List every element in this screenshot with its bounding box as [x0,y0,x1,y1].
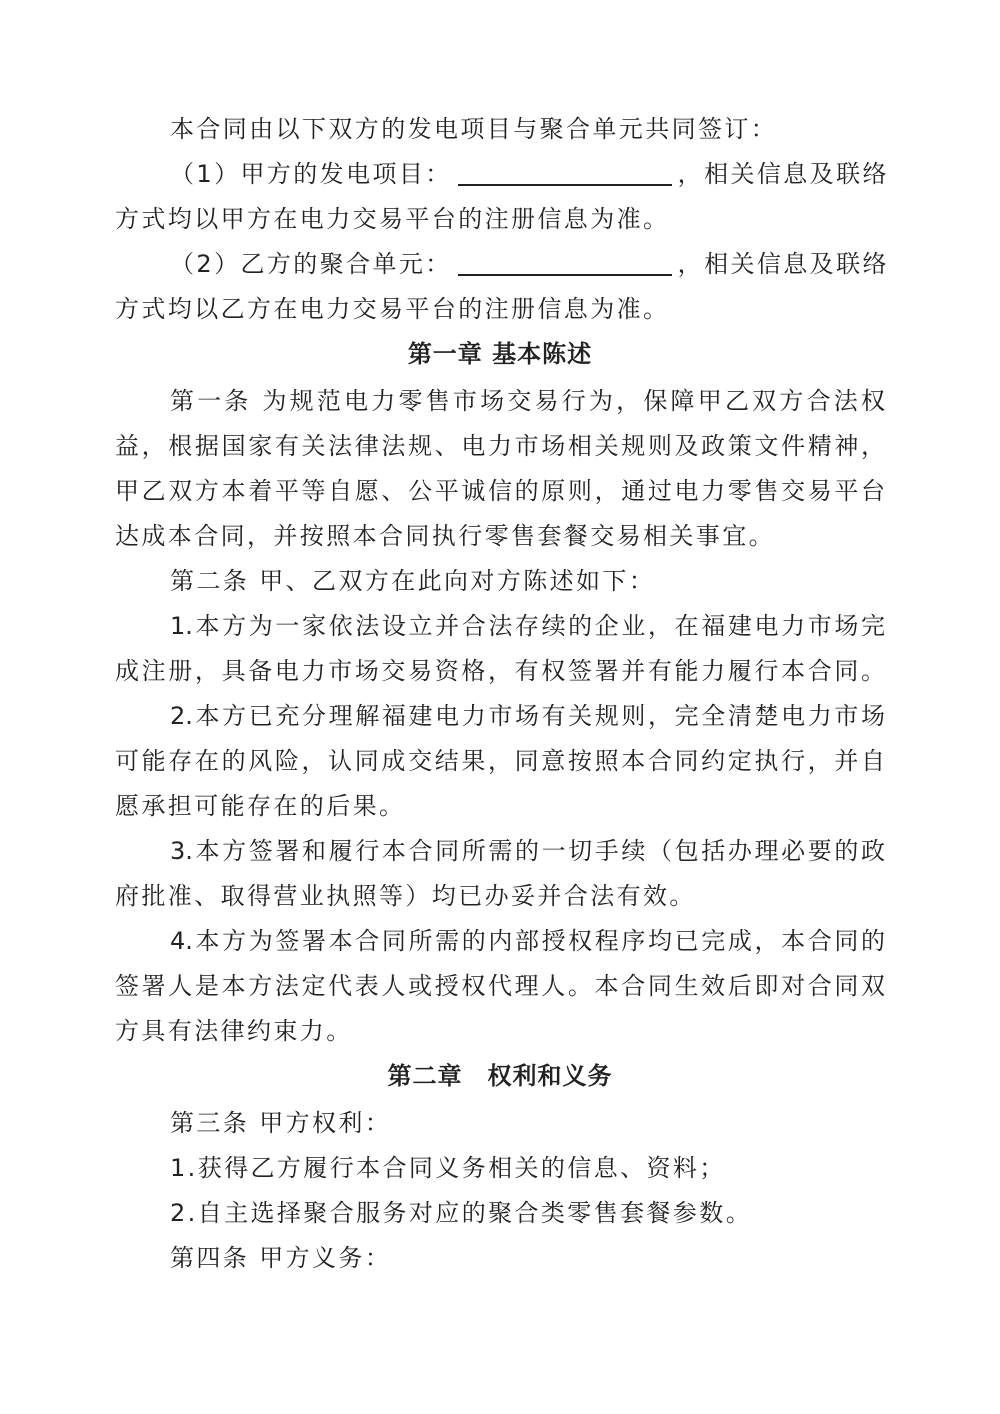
party-a-line2: 方式均以甲方在电力交易平台的注册信息为准。 [115,205,670,233]
contract-page [115,107,889,1281]
party-b-line [115,242,889,287]
intro-text: 本合同由以下双方的发电项目与聚合单元共同签订： [170,115,778,143]
article-4-heading: 第四条 甲方义务： [170,1244,392,1272]
chapter-1-title: 第一章 基本陈述 [407,340,593,368]
chapter-2-title: 第二章 权利和义务 [387,1062,613,1090]
item-4-line: 4.本方为签署本合同所需的内部授权程序均已完成，本合同的 [170,927,885,955]
item-3-line: 府批准、取得营业执照等）均已办妥并合法有效。 [115,882,696,910]
party-a-line [115,152,889,197]
article-3-heading: 第三条 甲方权利： [170,1109,392,1137]
party-b-blank-field[interactable] [458,244,672,276]
item-4-line: 签署人是本方法定代表人或授权代理人。本合同生效后即对合同双 [115,972,885,1000]
article-1-line: 益，根据国家有关法律法规、电力市场相关规则及政策文件精神， [115,432,885,460]
item-1-line: 1.本方为一家依法设立并合法存续的企业，在福建电力市场完 [170,612,885,640]
party-b-label: （2）乙方的聚合单元： [170,250,452,278]
party-b-line2: 方式均以乙方在电力交易平台的注册信息为准。 [115,295,670,323]
party-a-tail: ，相关信息及联络 [677,160,889,188]
article-1-line: 达成本合同，并按照本合同执行零售套餐交易相关事宜。 [115,522,775,550]
party-a-blank-field[interactable] [458,154,672,186]
item-2-line: 愿承担可能存在的后果。 [115,792,406,820]
item-2-line: 可能存在的风险，认同成交结果，同意按照本合同约定执行，并自 [115,747,885,775]
article-2-heading: 第二条 甲、乙双方在此向对方陈述如下： [170,567,656,595]
article-3-item: 1.获得乙方履行本合同义务相关的信息、资料； [170,1154,726,1182]
item-1-line: 成注册，具备电力市场交易资格，有权签署并有能力履行本合同。 [115,657,885,685]
article-3-item: 2.自主选择聚合服务对应的聚合类零售套餐参数。 [170,1199,753,1227]
party-b-tail: ，相关信息及联络 [677,250,889,278]
item-3-line: 3.本方签署和履行本合同所需的一切手续（包括办理必要的政 [170,837,885,865]
item-2-line: 2.本方已充分理解福建电力市场有关规则，完全清楚电力市场 [170,702,885,730]
item-4-line: 方具有法律约束力。 [115,1017,353,1045]
article-1-line: 第一条 为规范电力零售市场交易行为，保障甲乙双方合法权 [170,387,885,415]
party-a-label: （1）甲方的发电项目： [170,160,452,188]
article-1-line: 甲乙双方本着平等自愿、公平诚信的原则，通过电力零售交易平台 [115,477,885,505]
